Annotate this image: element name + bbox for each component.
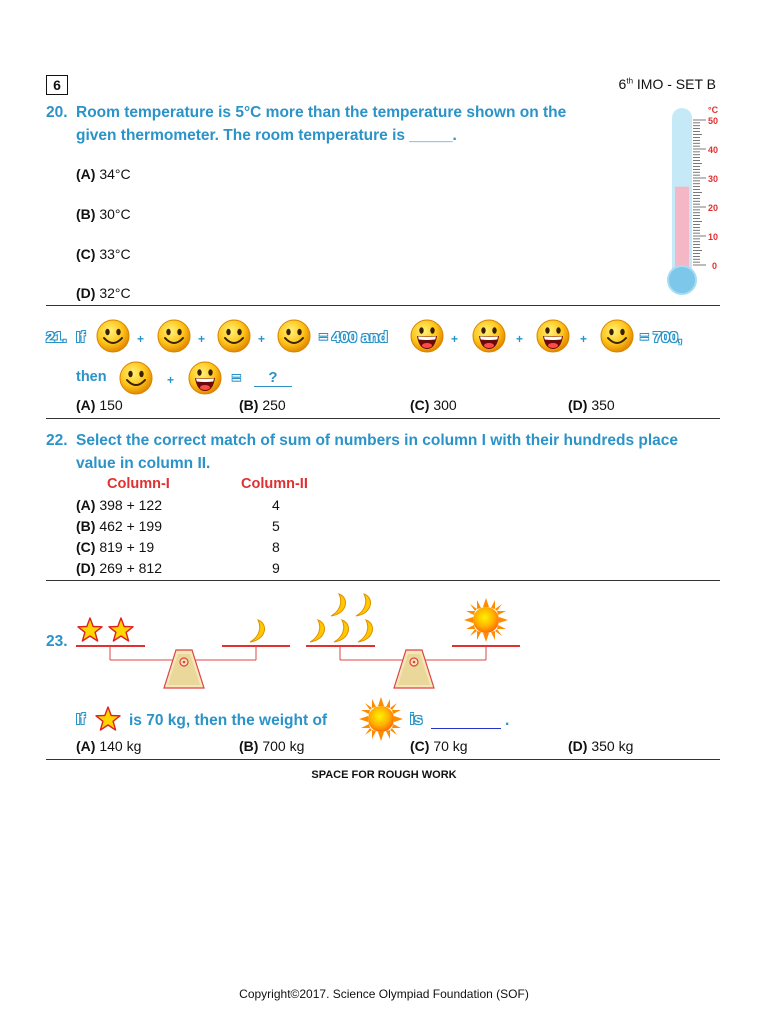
smile-face-icon — [119, 361, 155, 397]
star-icon — [95, 706, 123, 734]
q20-option-d[interactable]: (D) 32°C — [76, 285, 131, 301]
balance-scales-figure — [70, 588, 530, 692]
q22-value-a: 4 — [272, 497, 280, 513]
divider — [46, 418, 720, 419]
q23-option-b[interactable]: (B) 700 kg — [239, 738, 305, 754]
grin-face-icon — [410, 319, 446, 355]
q21-then: then — [76, 369, 107, 385]
thermometer — [660, 100, 730, 300]
q22-value-d: 9 — [272, 560, 280, 576]
q22-option-a[interactable]: (A) 398 + 122 — [76, 497, 162, 513]
q21-eq2: = 700, — [640, 329, 683, 346]
q21-eq1: = 400 and — [319, 329, 388, 346]
q23-if: If — [76, 711, 86, 728]
star-icon — [109, 618, 133, 641]
q20-option-b[interactable]: (B) 30°C — [76, 206, 131, 222]
grin-face-icon — [536, 319, 572, 355]
q21-if: If — [76, 329, 86, 346]
plus-sign: + — [516, 332, 524, 346]
q23-text-mid: is 70 kg, then the weight of — [129, 712, 328, 729]
thermometer-mercury — [675, 187, 689, 274]
balance-base-icon — [394, 650, 434, 688]
q23-answer-blank — [431, 714, 501, 729]
q21-option-d[interactable]: (D) 350 — [568, 397, 615, 413]
balance-base-icon — [164, 650, 204, 688]
q22-number: 22. — [46, 432, 68, 449]
q21-answer-blank: ? — [254, 369, 292, 387]
plus-sign: + — [258, 332, 266, 346]
q22-option-b[interactable]: (B) 462 + 199 — [76, 518, 162, 534]
smile-face-icon — [96, 319, 132, 355]
grin-face-icon — [188, 361, 224, 397]
page-number: 6 — [46, 75, 68, 95]
q21-equation-row — [46, 319, 726, 359]
smile-face-icon — [217, 319, 253, 355]
q23-option-d[interactable]: (D) 350 kg — [568, 738, 634, 754]
q21-eq3: = — [232, 370, 241, 387]
q20-text: Room temperature is 5°C more than the temperature shown on the given thermometer. The room temperature is _____. — [76, 104, 567, 144]
moon-icon — [358, 620, 373, 642]
plus-sign: + — [167, 373, 175, 387]
tick-label-50: 50 — [708, 116, 719, 126]
q22-text: Select the correct match of sum of numbers in column I with their hundreds place value in column II. — [76, 432, 679, 472]
q21-option-a[interactable]: (A) 150 — [76, 397, 123, 413]
plus-sign: + — [580, 332, 588, 346]
copyright-footer: Copyright©2017. Science Olympiad Foundation (SOF) — [239, 987, 529, 1001]
grin-face-icon — [472, 319, 508, 355]
tick-label-40: 40 — [708, 145, 719, 155]
sun-icon — [464, 598, 508, 642]
q23-option-a[interactable]: (A) 140 kg — [76, 738, 142, 754]
q21-then-row — [46, 361, 346, 397]
smile-face-icon — [157, 319, 193, 355]
q20-number: 20. — [46, 104, 68, 121]
divider — [46, 305, 720, 306]
tick-label-10: 10 — [708, 232, 719, 242]
moon-icon — [356, 594, 371, 616]
q21-number: 21. — [46, 329, 67, 346]
divider — [46, 759, 720, 760]
q22-column-1-header: Column-I — [107, 476, 170, 492]
q22-value-b: 5 — [272, 518, 280, 534]
divider — [46, 580, 720, 581]
thermometer-unit: °C — [708, 105, 719, 115]
q23-text-end: is — [410, 711, 423, 728]
moon-icon — [310, 620, 325, 642]
q23-number: 23. — [46, 633, 68, 650]
sun-icon — [359, 697, 405, 743]
q22-value-c: 8 — [272, 539, 280, 555]
q21-option-b[interactable]: (B) 250 — [239, 397, 286, 413]
q22-option-d[interactable]: (D) 269 + 812 — [76, 560, 162, 576]
plus-sign: + — [198, 332, 206, 346]
q21-option-c[interactable]: (C) 300 — [410, 397, 457, 413]
tick-label-30: 30 — [708, 174, 719, 184]
moon-icon — [250, 620, 265, 642]
tick-label-20: 20 — [708, 203, 719, 213]
q22-option-c[interactable]: (C) 819 + 19 — [76, 539, 155, 555]
q23-dot: . — [505, 712, 510, 729]
tick-label-0: 0 — [712, 261, 718, 271]
moon-icon — [334, 620, 349, 642]
q22-column-2-header: Column-II — [241, 476, 308, 492]
plus-sign: + — [451, 332, 459, 346]
plus-sign: + — [137, 332, 145, 346]
q20-option-a[interactable]: (A) 34°C — [76, 166, 131, 182]
smile-face-icon — [277, 319, 313, 355]
rough-work-label: SPACE FOR ROUGH WORK — [311, 769, 457, 781]
q20-option-c[interactable]: (C) 33°C — [76, 246, 131, 262]
star-icon — [78, 618, 102, 641]
smile-face-icon — [600, 319, 636, 355]
q23-option-c[interactable]: (C) 70 kg — [410, 738, 468, 754]
set-label: 6th IMO - SET B — [618, 76, 716, 92]
moon-icon — [331, 594, 346, 616]
